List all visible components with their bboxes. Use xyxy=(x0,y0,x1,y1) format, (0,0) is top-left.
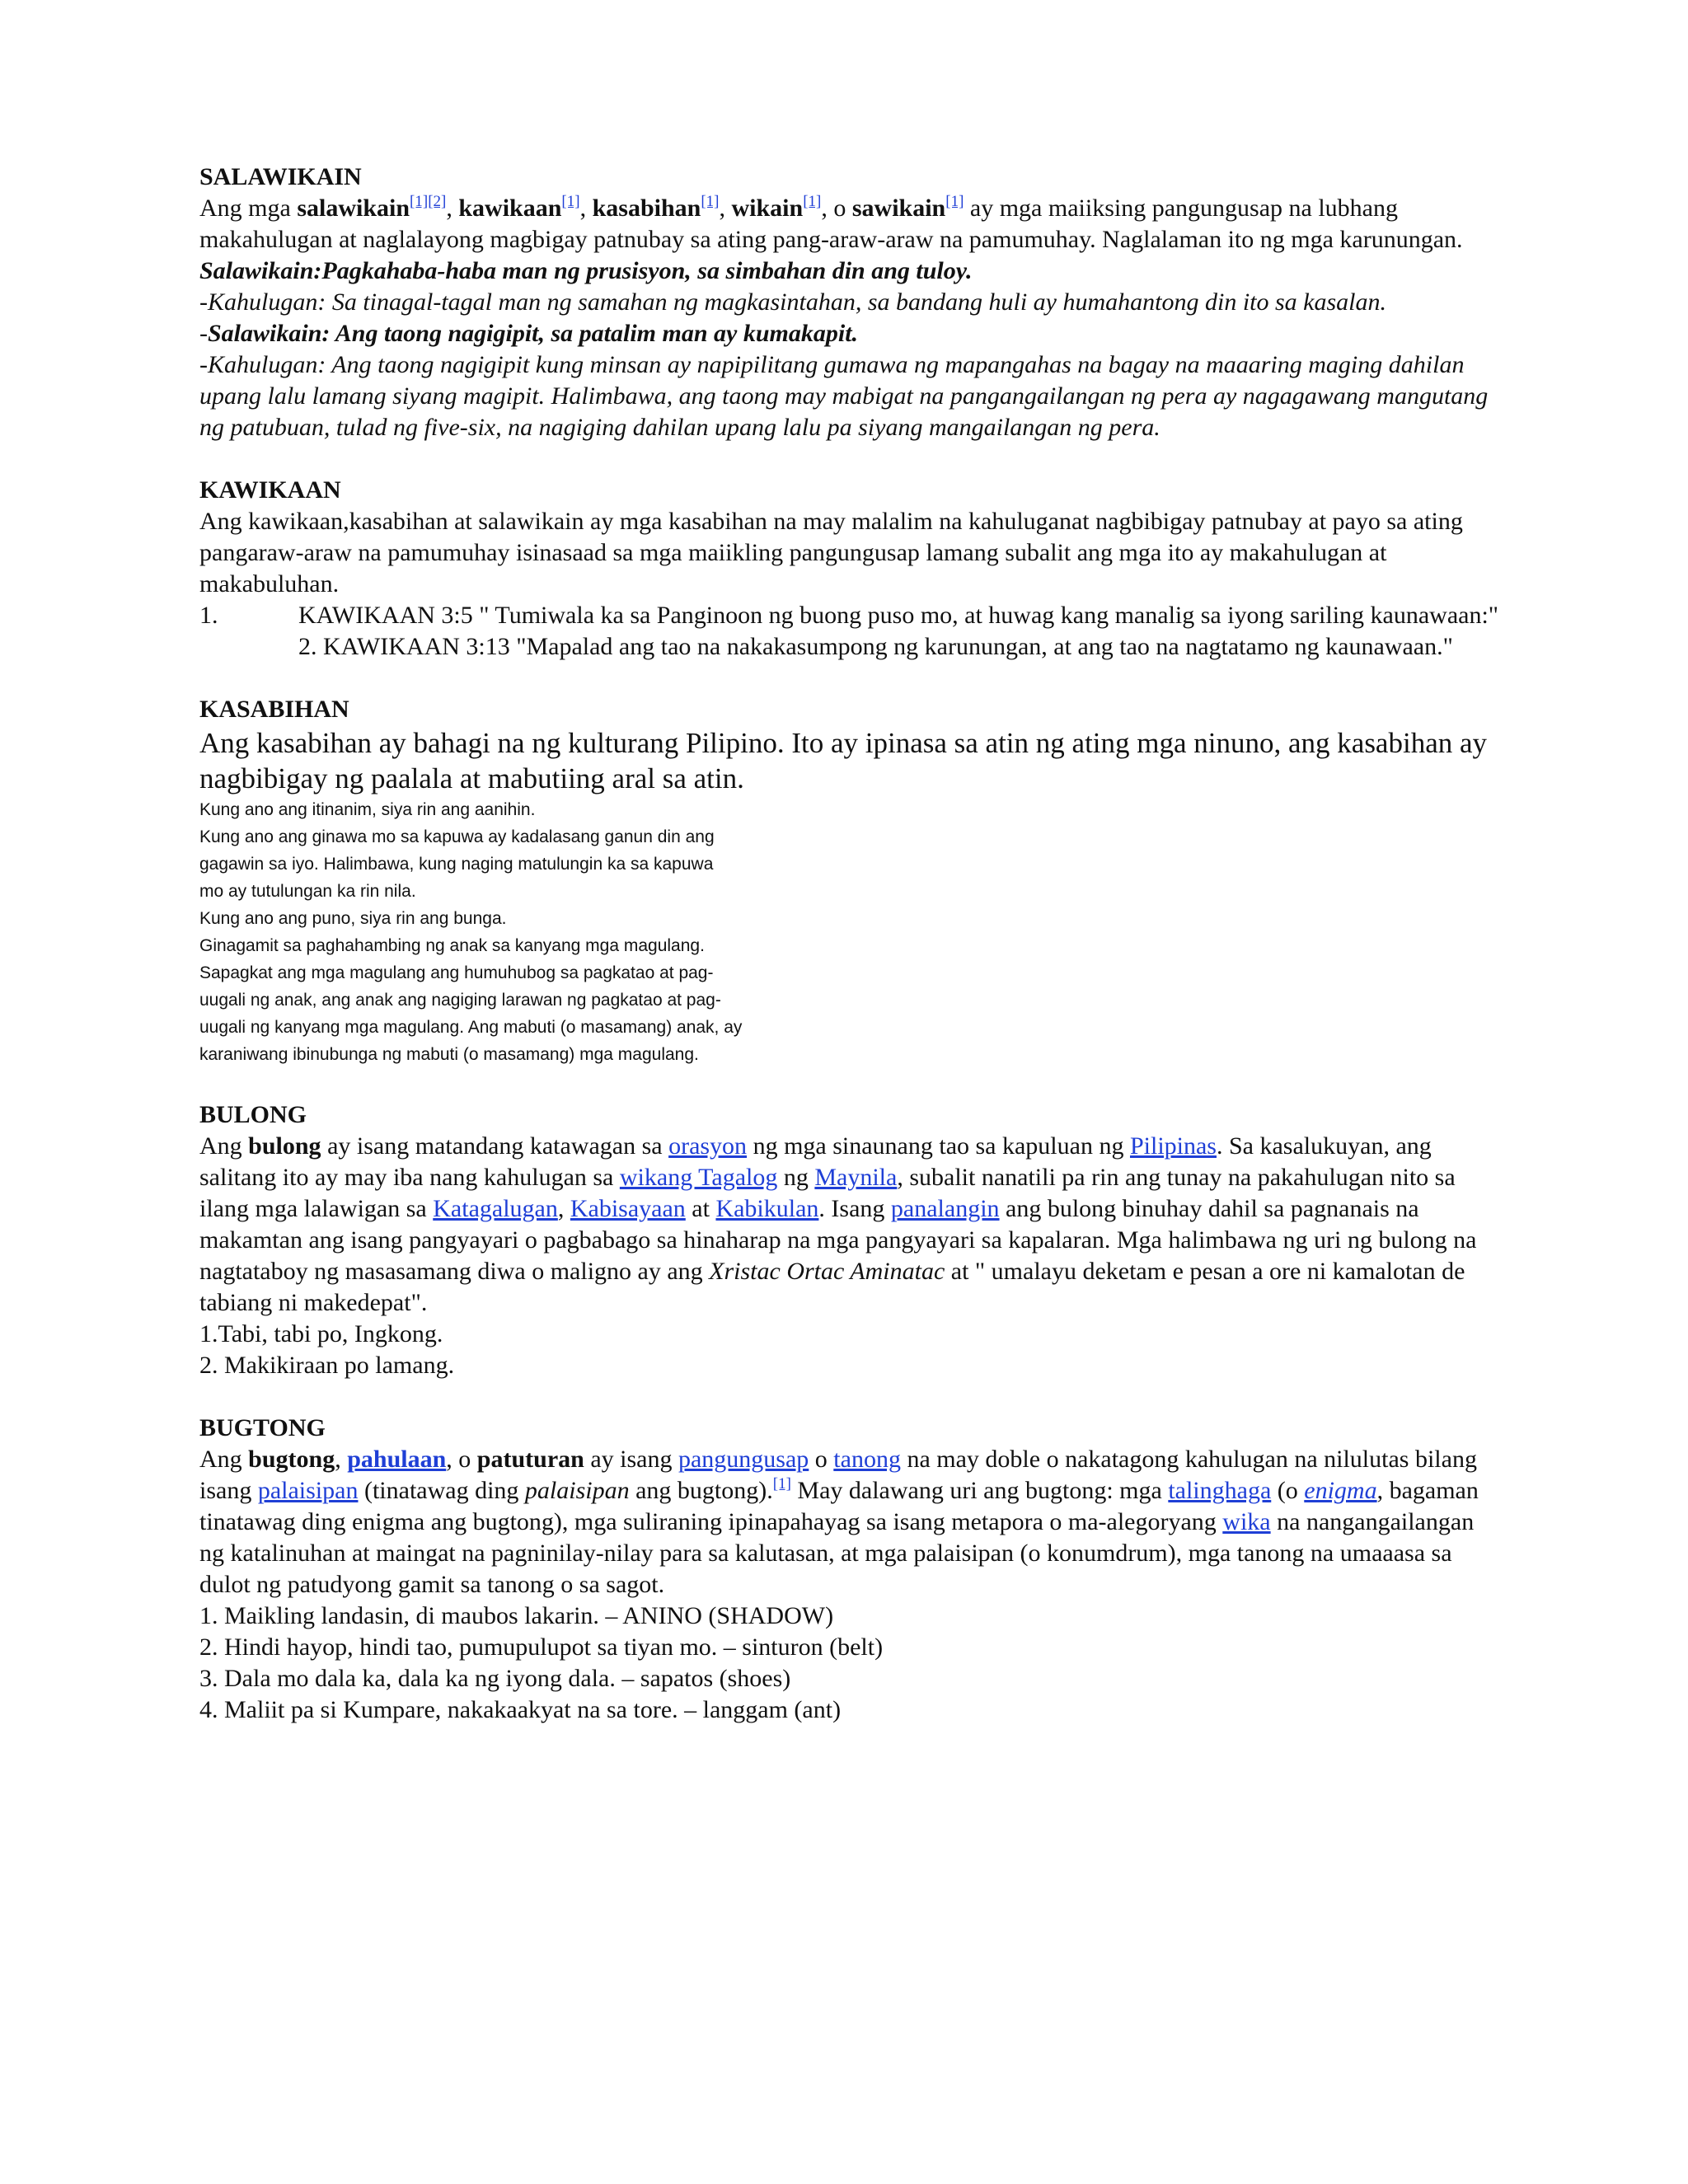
salawikain-example-1: Salawikain:Pagkahaba-haba man ng prusisyon, sa simbahan din ang tuloy. xyxy=(199,257,973,284)
text: at xyxy=(685,1195,716,1222)
salawikain-example-2 xyxy=(199,318,1502,349)
text: . Sa kasalukuyan, ang salitang ito ay may iba nang kahulugan sa xyxy=(199,1132,1432,1191)
text: na may doble o nakatagong kahulugan na nilulutas bilang isang xyxy=(199,1446,1477,1504)
bugtong-item: 2. Hindi hayop, hindi tao, pumupulupot sa tiyan mo. – sinturon (belt) xyxy=(199,1633,884,1661)
kasabihan-line: Kung ano ang itinanim, siya rin ang aanihin. xyxy=(199,800,536,819)
kasabihan-line: gagawin sa iyo. Halimbawa, kung naging matulungin ka sa kapuwa xyxy=(199,855,714,874)
text: ay isang matandang katawagan sa xyxy=(321,1132,669,1160)
text: o xyxy=(809,1446,834,1473)
kasabihan-examples xyxy=(199,796,1502,1068)
kasabihan-line: Kung ano ang ginawa mo sa kapuwa ay kadalasang ganun din ang xyxy=(199,827,715,846)
text: , subalit nanatili pa rin ang tunay na pakahulugan nito sa ilang mga lalawigan sa xyxy=(199,1164,1456,1222)
link-talinghaga[interactable]: talinghaga xyxy=(1168,1477,1272,1504)
spacer xyxy=(199,663,1502,694)
section-salawikain xyxy=(199,162,1502,443)
footnote-link[interactable]: [1] xyxy=(945,193,964,210)
kasabihan-line: mo ay tutulungan ka rin nila. xyxy=(199,882,416,901)
link-pahulaan-text: pahulaan xyxy=(347,1446,447,1473)
text: (tinatawag ding xyxy=(358,1477,525,1504)
text: ng mga sinaunang tao sa kapuluan ng xyxy=(747,1132,1130,1160)
kasabihan-line: Kung ano ang puno, siya rin ang bunga. xyxy=(199,909,507,928)
footnote-link[interactable]: [1][2] xyxy=(410,193,447,210)
bulong-item: 1.Tabi, tabi po, Ingkong. xyxy=(199,1320,443,1347)
list-item: 2. KAWIKAAN 3:13 "Mapalad ang tao na nakakasumpong ng karunungan, at ang tao na nagtatamo ng kaunawaan." xyxy=(298,633,1453,660)
text: . Isang xyxy=(818,1195,891,1222)
text: , xyxy=(719,194,732,222)
kasabihan-line: uugali ng anak, ang anak ang nagiging larawan ng pagkatao at pag- xyxy=(199,991,721,1010)
text: Ang mga xyxy=(199,194,298,222)
text: , xyxy=(579,194,593,222)
bugtong-item: 3. Dala mo dala ka, dala ka ng iyong dala. – sapatos (shoes) xyxy=(199,1665,791,1692)
text: , xyxy=(446,194,459,222)
text: na nangangailangan ng katalinuhan at maingat na pagninilay-nilay para sa kalutasan, at mga palaisipan (o konumdrum), mga tanong na umaaasa sa dulot ng patudyong gamit sa tanong o sa sagot. xyxy=(199,1508,1475,1598)
salawikain-meaning-2: -Kahulugan: Ang taong nagigipit kung minsan ay napipilitang gumawa ng mapangahas na bagay na maaaring maging dahilan upang lalu lamang siyang magipit. Halimbawa, ang taong may mabigat na pangangailangan ng pera ay nagagawang mangutang ng patubuan, tulad ng five-six, na nagiging dahilan upang lalu pa siyang mangailangan ng pera. xyxy=(199,351,1489,441)
spacer xyxy=(199,443,1502,475)
link-tanong[interactable]: tanong xyxy=(833,1446,901,1473)
kawikaan-list xyxy=(199,600,1502,663)
spacer xyxy=(199,1381,1502,1413)
salawikain-example-2-text: Salawikain: Ang taong nagigipit, sa patalim man ay kumakapit. xyxy=(208,320,859,347)
text: (o xyxy=(1271,1477,1305,1504)
text: ang bugtong). xyxy=(629,1477,773,1504)
section-kawikaan xyxy=(199,475,1502,663)
link-panalangin[interactable]: panalangin xyxy=(890,1195,1000,1222)
term-sawikain: sawikain xyxy=(851,194,946,222)
bugtong-item: 4. Maliit pa si Kumpare, nakakaakyat na sa tore. – langgam (ant) xyxy=(199,1696,842,1723)
link-pangungusap[interactable]: pangungusap xyxy=(678,1446,809,1473)
footnote-link[interactable]: [1] xyxy=(561,193,580,210)
link-wikang-tagalog[interactable]: wikang Tagalog xyxy=(619,1164,778,1191)
section-bugtong xyxy=(199,1413,1502,1726)
kawikaan-body: Ang kawikaan,kasabihan at salawikain ay mga kasabihan na may malalim na kahuluganat nagbibigay patnubay at payo sa ating pangaraw-araw na pamumuhay isinasaad sa mga maiikling pangungusap lamang subalit ang mga ito ay makahulugan at makabuluhan. xyxy=(199,508,1463,598)
salawikain-meaning-1: -Kahulugan: Sa tinagal-tagal man ng samahan ng magkasintahan, sa bandang huli ay humahantong din ito sa kasalan. xyxy=(199,288,1386,316)
heading-kawikaan: KAWIKAAN xyxy=(199,476,341,504)
footnote-link[interactable]: [1] xyxy=(772,1475,791,1493)
heading-salawikain: SALAWIKAIN xyxy=(199,163,362,190)
text: Ang xyxy=(199,1446,249,1473)
link-palaisipan[interactable]: palaisipan xyxy=(257,1477,359,1504)
text: Ang xyxy=(199,1132,249,1160)
footnote-link[interactable]: [1] xyxy=(803,193,822,210)
term-wikain: wikain xyxy=(731,194,804,222)
kasabihan-line: karaniwang ibinubunga ng mabuti (o masamang) mga magulang. xyxy=(199,1045,699,1064)
bulong-item: 2. Makikiraan po lamang. xyxy=(199,1352,455,1379)
kasabihan-line: Sapagkat ang mga magulang ang humuhubog sa pagkatao at pag- xyxy=(199,963,714,982)
link-orasyon[interactable]: orasyon xyxy=(668,1132,748,1160)
term-kawikaan: kawikaan xyxy=(458,194,562,222)
heading-bugtong: BUGTONG xyxy=(199,1414,326,1441)
link-kabisayaan[interactable]: Kabisayaan xyxy=(570,1195,686,1222)
text: ay mga maiiksing pangungusap na lubhang makahulugan at naglalayong magbigay patnubay sa ating pang-araw-araw na pamumuhay. Naglalaman ito ng mga karunungan. xyxy=(199,194,1463,253)
dash: - xyxy=(199,320,208,347)
heading-kasabihan: KASABIHAN xyxy=(199,696,349,723)
document-content xyxy=(199,162,1502,1726)
link-maynila[interactable]: Maynila xyxy=(814,1164,898,1191)
italic-term: palaisipan xyxy=(524,1477,630,1504)
footnote-link[interactable]: [1] xyxy=(701,193,720,210)
link-wika[interactable]: wika xyxy=(1222,1508,1271,1535)
link-enigma-text: enigma xyxy=(1304,1477,1377,1504)
link-enigma[interactable] xyxy=(1304,1477,1376,1504)
term-salawikain: salawikain xyxy=(297,194,410,222)
bulong-body xyxy=(199,1131,1502,1319)
bugtong-body xyxy=(199,1444,1502,1601)
text: at " umalayu deketam e pesan a ore ni kamalotan de tabiang ni makedepat". xyxy=(199,1258,1465,1316)
link-pilipinas[interactable]: Pilipinas xyxy=(1129,1132,1217,1160)
text: , bagaman tinatawag ding enigma ang bugtong), mga suliraning ipinapahayag sa isang metapora o ma-alegoryang xyxy=(199,1477,1479,1535)
text: May dalawang uri ang bugtong: mga xyxy=(790,1477,1169,1504)
section-bulong xyxy=(199,1099,1502,1381)
term-patuturan: patuturan xyxy=(476,1446,584,1473)
salawikain-intro xyxy=(199,193,1502,255)
term-bulong: bulong xyxy=(248,1132,321,1160)
list-item xyxy=(199,600,1502,631)
text: ang bulong binuhay dahil sa pagnanais na makamtan ang isang pangyayari o pagbabago sa hinaharap na mga pangyayari sa kapalaran. Mga halimbawa ng uri ng bulong na nagtataboy ng masasamang diwa o maligno ay ang xyxy=(199,1195,1477,1285)
text: ay isang xyxy=(584,1446,678,1473)
spacer xyxy=(199,1068,1502,1099)
text: ng xyxy=(777,1164,815,1191)
link-katagalugan[interactable]: Katagalugan xyxy=(433,1195,558,1222)
kasabihan-line: uugali ng kanyang mga magulang. Ang mabuti (o masamang) anak, ay xyxy=(199,1018,743,1037)
section-kasabihan xyxy=(199,694,1502,1068)
term-bugtong: bugtong xyxy=(248,1446,335,1473)
bugtong-item: 1. Maikling landasin, di maubos lakarin. – ANINO (SHADOW) xyxy=(199,1602,834,1629)
kasabihan-line: Ginagamit sa paghahambing ng anak sa kanyang mga magulang. xyxy=(199,936,705,955)
heading-bulong: BULONG xyxy=(199,1101,307,1128)
italic-term: Xristac Ortac Aminatac xyxy=(709,1258,945,1285)
kasabihan-body: Ang kasabihan ay bahagi na ng kulturang Pilipino. Ito ay ipinasa sa atin ng ating mga ninuno, ang kasabihan ay nagbibigay ng paalala at mabutiing aral sa atin. xyxy=(199,727,1488,794)
text: , xyxy=(335,1446,348,1473)
list-number: 1. xyxy=(199,602,218,629)
link-pahulaan[interactable] xyxy=(347,1446,446,1473)
term-kasabihan: kasabihan xyxy=(592,194,701,222)
list-item-text: KAWIKAAN 3:5 " Tumiwala ka sa Panginoon ng buong puso mo, at huwag kang manalig sa iyong sariling kaunawaan:" xyxy=(298,602,1499,629)
link-kabikulan[interactable]: Kabikulan xyxy=(715,1195,819,1222)
text: , o xyxy=(446,1446,477,1473)
text: , o xyxy=(821,194,852,222)
text: , xyxy=(557,1195,570,1222)
